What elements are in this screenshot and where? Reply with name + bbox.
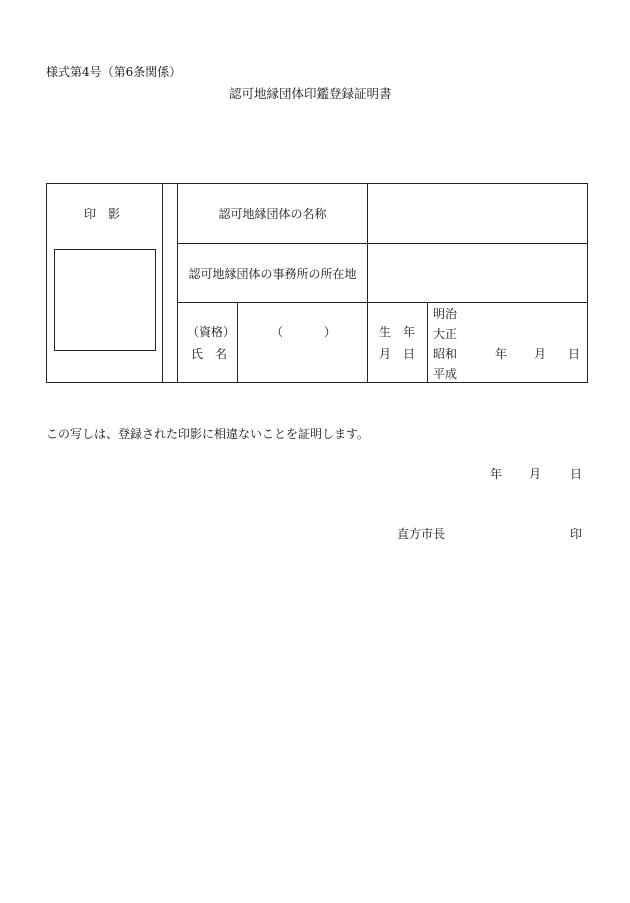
issue-date-day: 日 — [570, 467, 583, 481]
document-title: 認可地縁団体印鑑登録証明書 — [229, 86, 392, 101]
official-seal-mark: 印 — [570, 527, 583, 541]
birth-label-line2: 月 日 — [379, 347, 416, 361]
era-showa: 昭和 — [433, 347, 458, 361]
issue-date-month: 月 — [529, 467, 542, 481]
birth-month-unit: 月 — [534, 347, 547, 361]
birth-day-unit: 日 — [568, 347, 581, 361]
table-row — [178, 184, 588, 244]
birth-label-line1: 生 年 — [379, 325, 416, 339]
paren-close: ） — [324, 325, 337, 339]
qualification-name-label-cell — [178, 303, 238, 383]
issuer-title: 直方市長 — [397, 527, 446, 541]
office-address-label: 認可地縁団体の事務所の所在地 — [178, 244, 368, 303]
qualification-label: （資格） — [187, 325, 236, 339]
seal-box-strip — [161, 183, 178, 383]
group-name-label: 認可地縁団体の名称 — [178, 184, 368, 244]
paren-open: （ — [271, 325, 284, 339]
form-number: 様式第4号（第6条関係） — [46, 65, 182, 79]
table-row — [178, 244, 588, 303]
birth-date-value-cell — [428, 303, 588, 383]
group-name-value — [368, 184, 588, 244]
birth-date-label-cell — [368, 303, 428, 383]
era-list — [433, 304, 457, 384]
seal-impression-label: 印 影 — [84, 207, 121, 221]
seal-impression-area — [54, 249, 156, 351]
qualification-name-value-cell — [238, 303, 368, 383]
registration-table — [177, 183, 588, 383]
table-row — [178, 303, 588, 383]
era-meiji: 明治 — [433, 307, 458, 321]
person-name-label: 氏 名 — [191, 347, 228, 361]
era-taisho: 大正 — [433, 327, 458, 341]
issue-date-year: 年 — [490, 467, 503, 481]
office-address-value — [368, 244, 588, 303]
certification-statement: この写しは、登録された印影に相違ないことを証明します。 — [46, 427, 370, 441]
birth-year-unit: 年 — [495, 347, 508, 361]
era-heisei: 平成 — [433, 367, 458, 381]
